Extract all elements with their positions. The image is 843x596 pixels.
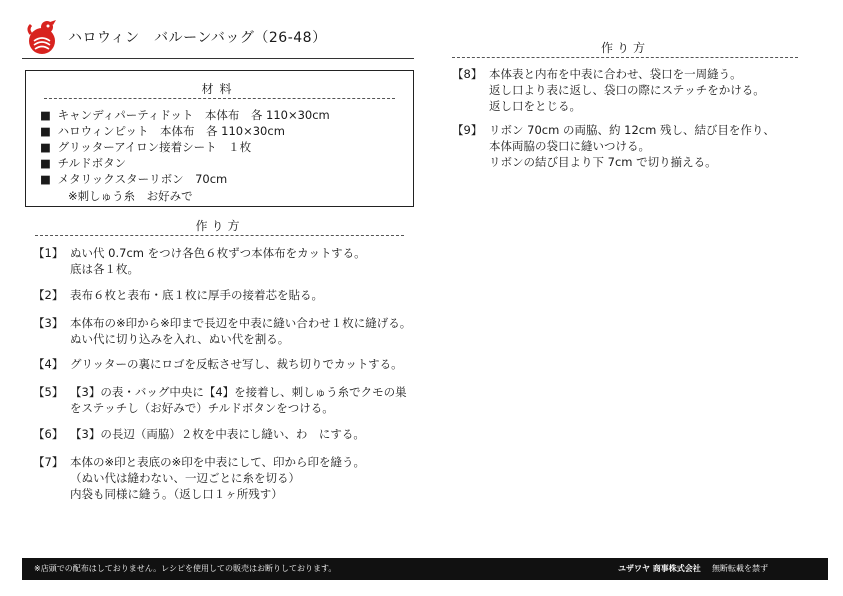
step-line: （ぬい代は縫わない、一辺ごとに糸を切る） (70, 471, 300, 485)
step-line: リボンの結び目より下 7cm で切り揃える。 (489, 155, 717, 169)
step-line: 本体の※印と表底の※印を中表にして、印から印を縫う。 (70, 455, 366, 469)
bullet-square-icon: ■ (40, 140, 51, 154)
instructions-divider-left (35, 235, 404, 236)
step-line: リボン 70cm の両脇、約 12cm 残し、結び目を作り、 (489, 123, 775, 137)
step-number: 【5】 (33, 385, 64, 399)
step-line: グリッターの裏にロゴを反転させ写し、裁ち切りでカットする。 (70, 357, 403, 371)
title-divider (22, 58, 414, 59)
materials-divider (44, 98, 395, 99)
step-line: 返し口をとじる。 (489, 99, 581, 113)
materials-list (40, 107, 330, 187)
list-item: ■ チルドボタン (40, 156, 127, 170)
instructions-divider-right (452, 57, 798, 58)
step-line: 底は各１枚。 (70, 262, 139, 276)
materials-box (25, 70, 414, 207)
step-line: 内袋も同様に縫う。（返し口１ヶ所残す） (70, 487, 283, 501)
materials-heading: 材料 (201, 82, 238, 96)
step-number: 【4】 (33, 357, 64, 371)
step-line: 表布６枚と表布・底１枚に厚手の接着芯を貼る。 (70, 288, 323, 302)
step-number: 【2】 (33, 288, 64, 302)
step-line: 返し口より表に返し、袋口の際にステッチをかける。 (489, 83, 765, 97)
bullet-square-icon: ■ (40, 108, 51, 122)
step-number: 【6】 (33, 427, 64, 441)
step-line: 本体表と内布を中表に合わせ、袋口を一周縫う。 (489, 67, 742, 81)
step-line: 【3】の表・バッグ中央に【4】を接着し、刺しゅう糸でクモの巣 (70, 385, 407, 399)
brand-logo-icon (22, 17, 62, 57)
step-line: 本体両脇の袋口に縫いつける。 (489, 139, 650, 153)
step-line: 【3】の長辺（両脇）２枚を中表にし縫い、わ にする。 (70, 427, 365, 441)
instructions-heading-left: 作り方 (195, 219, 244, 233)
step-line: ぬい代に切り込みを入れ、ぬい代を割る。 (70, 332, 290, 346)
step-line: ぬい代 0.7cm をつけ各色６枚ずつ本体布をカットする。 (70, 246, 366, 260)
bullet-square-icon: ■ (40, 156, 51, 170)
company-name: ユザワヤ 商事株式会社 (618, 564, 701, 573)
step-number: 【1】 (33, 246, 64, 260)
instructions-heading-right: 作り方 (600, 41, 649, 55)
list-item: ■ グリッターアイロン接着シート １枚 (40, 140, 252, 154)
step-number: 【7】 (33, 455, 64, 469)
step-number: 【8】 (452, 67, 483, 81)
list-item: ■ ハロウィンピット 本体布 各 110×30cm (40, 124, 285, 138)
step-number: 【3】 (33, 316, 64, 330)
list-item: ■ キャンディパーティドット 本体布 各 110×30cm (40, 108, 330, 122)
bullet-square-icon: ■ (40, 172, 51, 186)
copyright-notice: 無断転載を禁ず (712, 564, 768, 573)
materials-note: ※刺しゅう糸 お好みで (68, 189, 193, 203)
footer-bar (22, 558, 828, 580)
footer-note: ※店頭での配布はしておりません。レシピを使用しての販売はお断りしております。 (34, 564, 337, 573)
list-item: ■ メタリックスターリボン 70cm (40, 172, 228, 186)
bullet-square-icon: ■ (40, 124, 51, 138)
step-line: をステッチし（お好みで）チルドボタンをつける。 (70, 401, 334, 415)
page-title: ハロウィン バルーンバッグ（26-48） (68, 30, 327, 46)
step-line: 本体布の※印から※印まで長辺を中表に縫い合わせ１枚に縫げる。 (70, 316, 412, 330)
step-number: 【9】 (452, 123, 483, 137)
